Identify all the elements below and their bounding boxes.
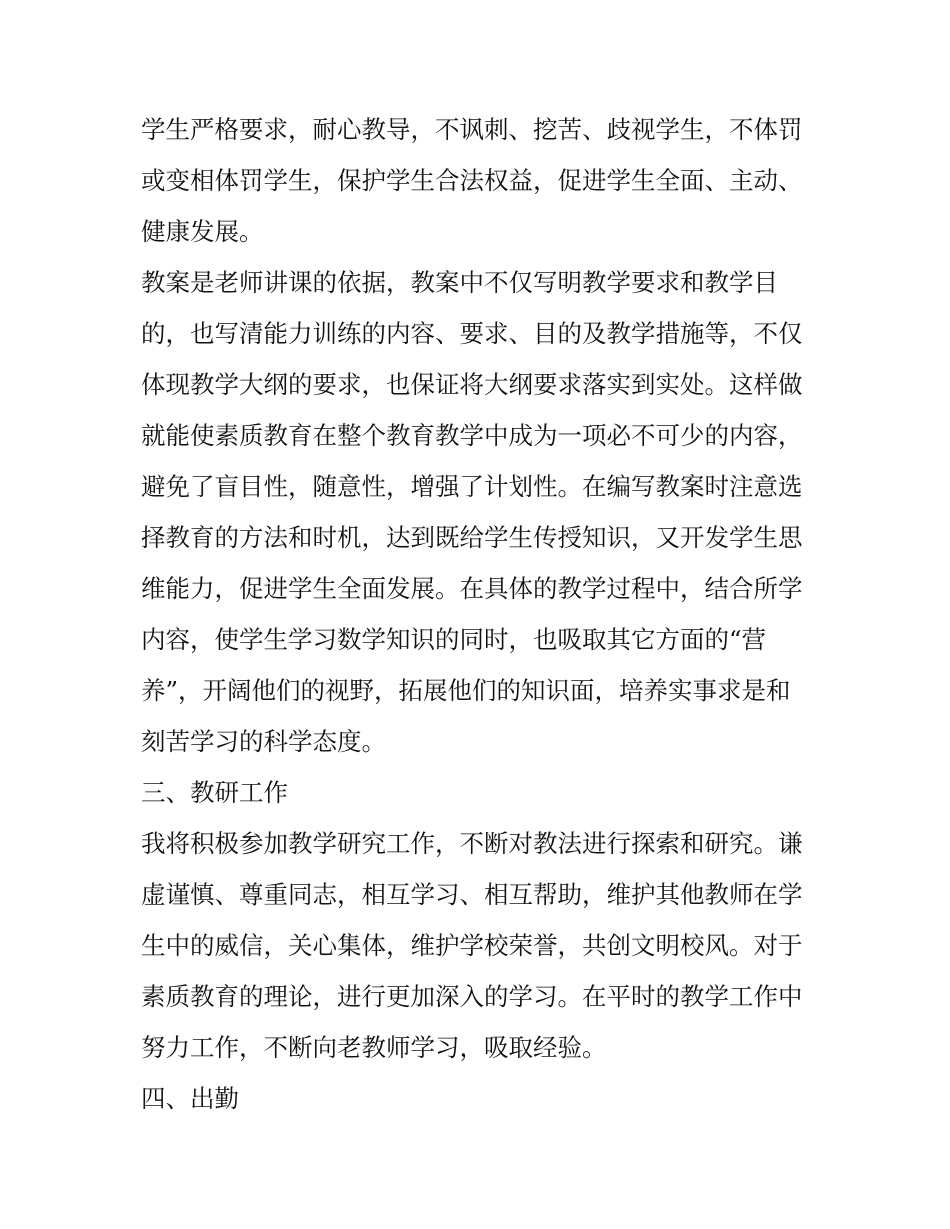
text-line-4: 教案是老师讲课的依据，教案中不仅写明教学要求和教学目 bbox=[141, 268, 778, 297]
section-heading-research: 三、教研工作 bbox=[141, 778, 288, 807]
section-heading-attendance: 四、出勤 bbox=[141, 1084, 239, 1113]
text-line-1: 学生严格要求，耐心教导，不讽刺、挖苦、歧视学生，不体罚 bbox=[141, 115, 803, 144]
text-line-5: 的，也写清能力训练的内容、要求、目的及教学措施等，不仅 bbox=[141, 319, 803, 348]
text-line-12: 养”，开阔他们的视野，拓展他们的知识面，培养实事求是和 bbox=[141, 676, 791, 705]
text-line-3: 健康发展。 bbox=[141, 217, 264, 246]
text-line-13: 刻苦学习的科学态度。 bbox=[141, 727, 386, 756]
text-line-11: 内容，使学生学习数学知识的同时，也吸取其它方面的“营 bbox=[141, 625, 767, 654]
text-line-6: 体现教学大纲的要求，也保证将大纲要求落实到实处。这样做 bbox=[141, 370, 803, 399]
text-line-15: 我将积极参加教学研究工作，不断对教法进行探索和研究。谦 bbox=[141, 829, 803, 858]
text-line-18: 素质教育的理论，进行更加深入的学习。在平时的教学工作中 bbox=[141, 982, 803, 1011]
text-line-19: 努力工作，不断向老教师学习，吸取经验。 bbox=[141, 1033, 607, 1062]
text-line-2: 或变相体罚学生，保护学生合法权益，促进学生全面、主动、 bbox=[141, 166, 803, 195]
text-line-7: 就能使素质教育在整个教育教学中成为一项必不可少的内容， bbox=[141, 421, 803, 450]
text-line-8: 避免了盲目性，随意性，增强了计划性。在编写教案时注意选 bbox=[141, 472, 803, 501]
text-line-16: 虚谨慎、尊重同志，相互学习、相互帮助，维护其他教师在学 bbox=[141, 880, 803, 909]
text-line-10: 维能力，促进学生全面发展。在具体的教学过程中，结合所学 bbox=[141, 574, 803, 603]
text-line-9: 择教育的方法和时机，达到既给学生传授知识，又开发学生思 bbox=[141, 523, 803, 552]
text-line-17: 生中的威信，关心集体，维护学校荣誉，共创文明校风。对于 bbox=[141, 931, 803, 960]
